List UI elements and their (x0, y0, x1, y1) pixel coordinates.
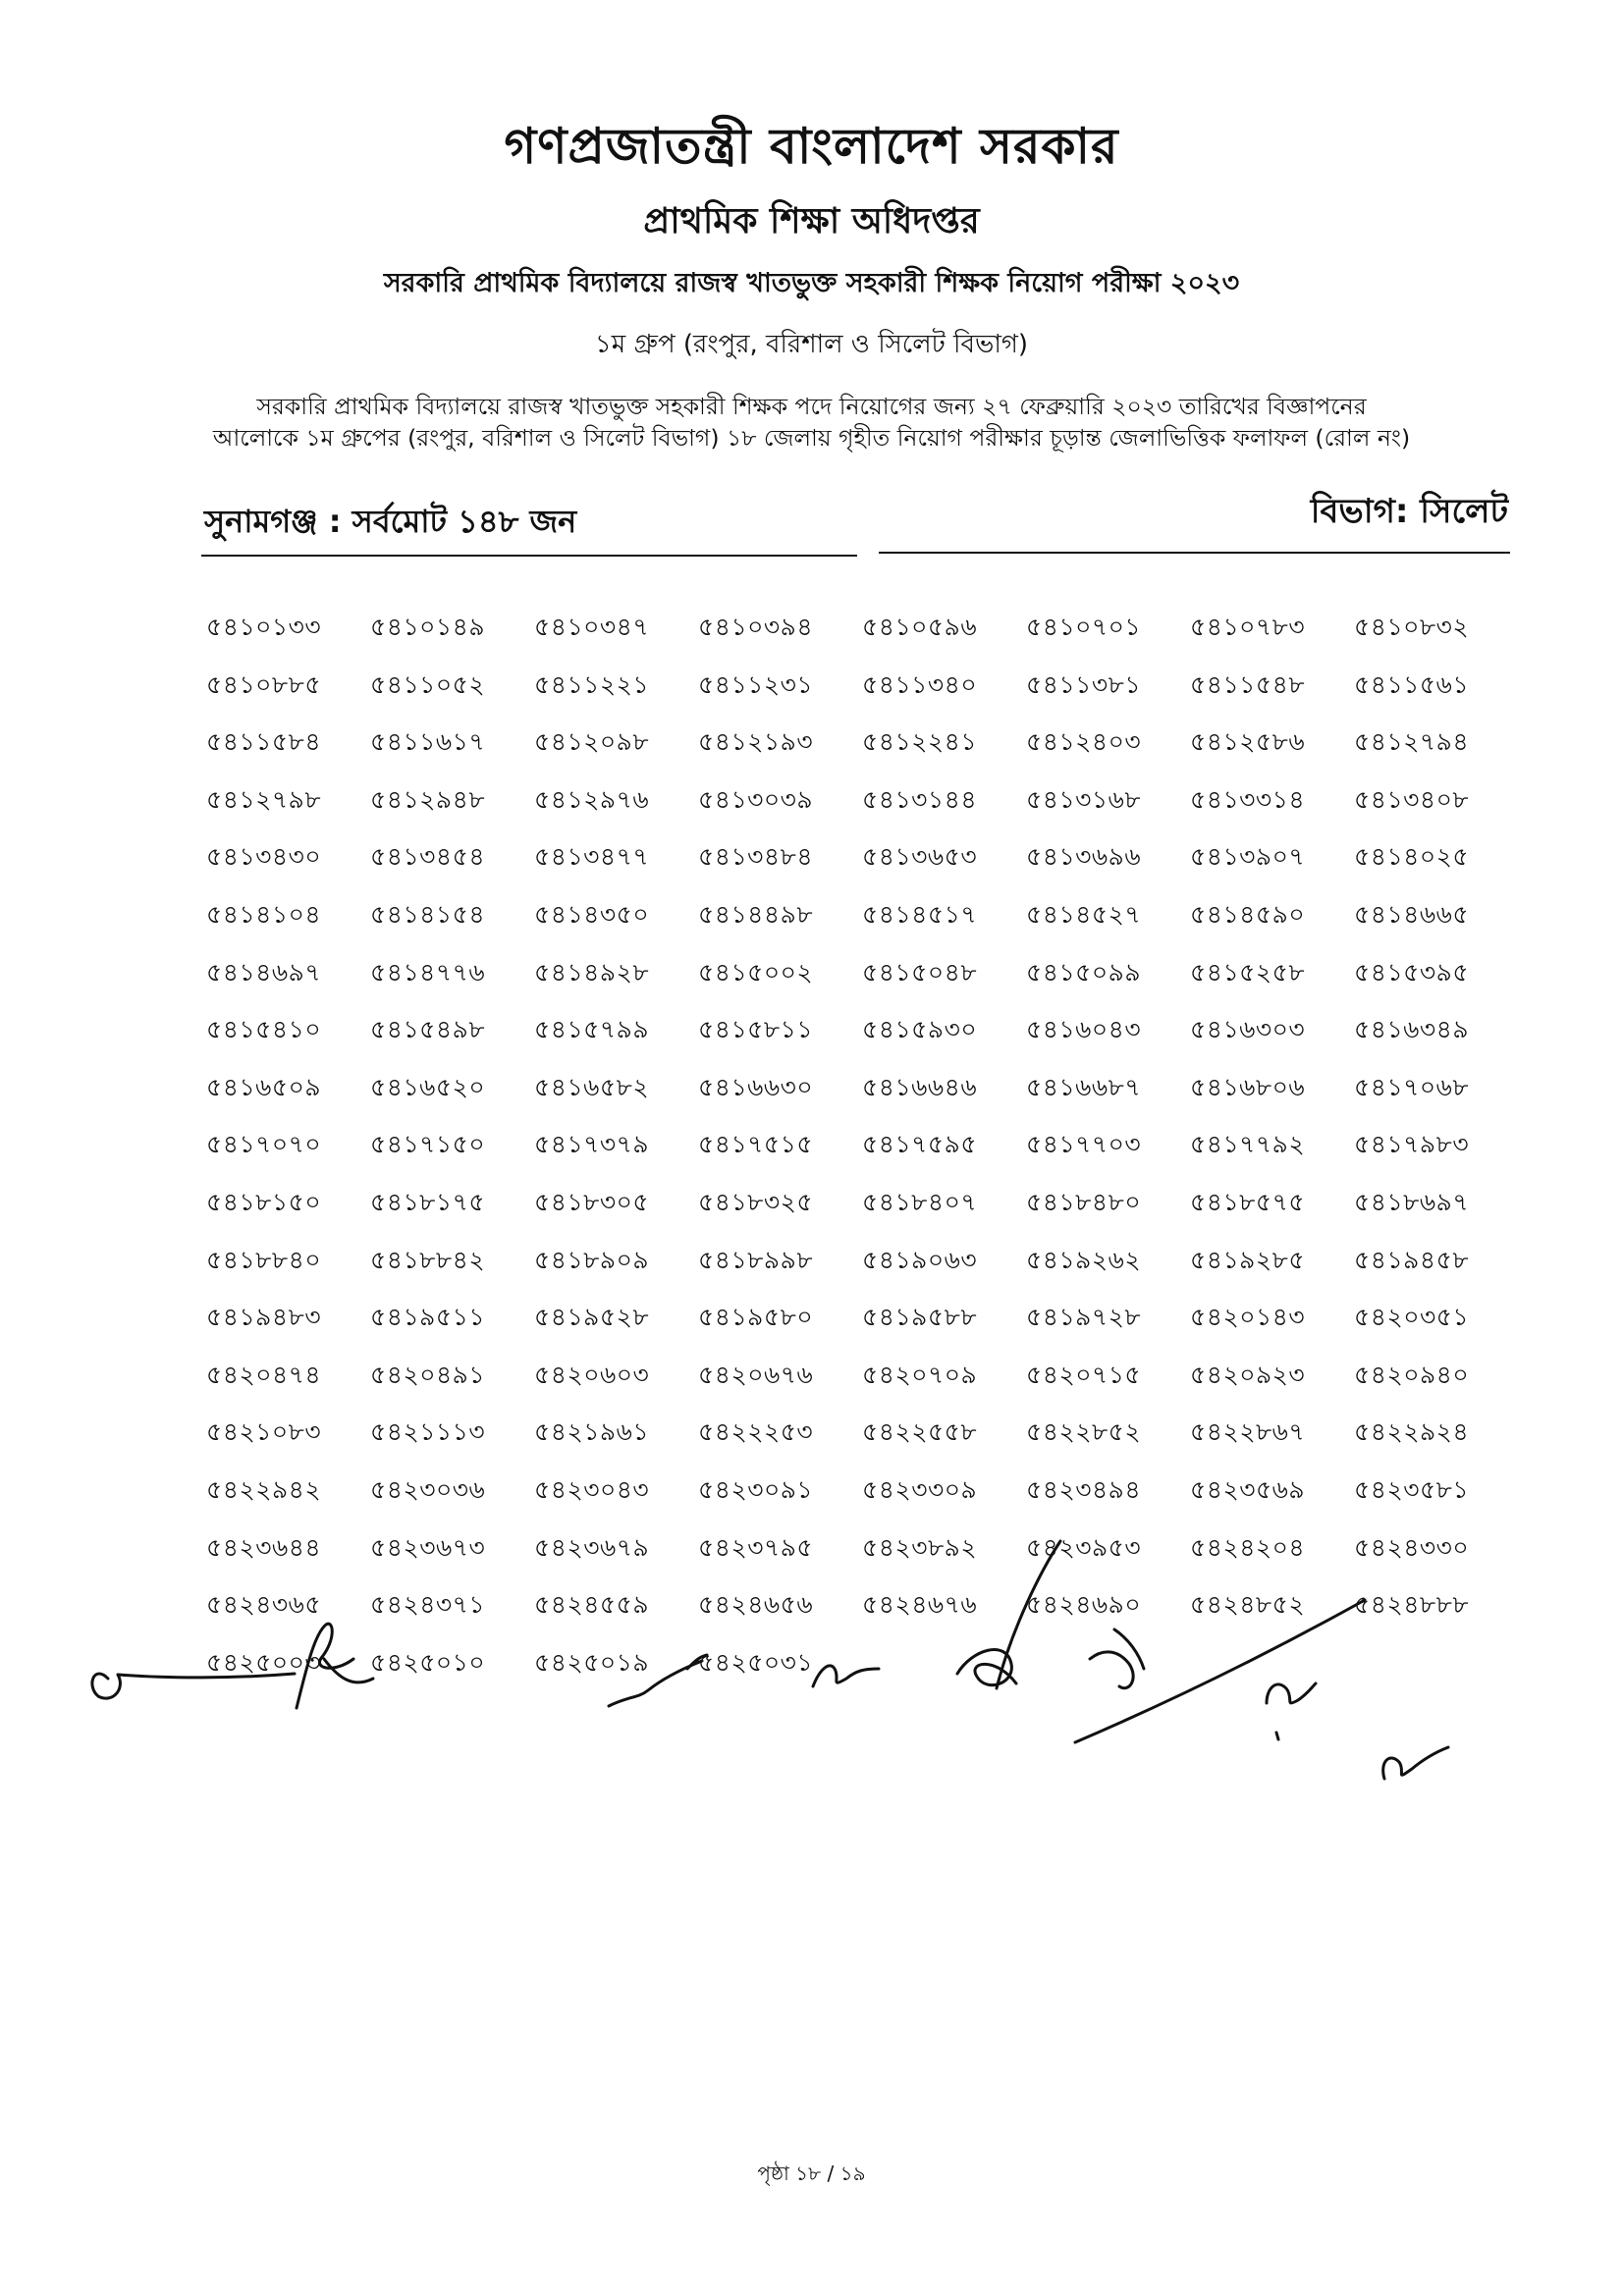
roll-number: ৫৪১৫৪৯৮ (370, 1015, 486, 1044)
roll-number: ৫৪১৬৩০৩ (1190, 1015, 1306, 1044)
signature-mark (1075, 1600, 1365, 1742)
roll-number: ৫৪১৫২৫৮ (1190, 957, 1306, 987)
roll-number: ৫৪১৫৮১১ (698, 1015, 814, 1044)
roll-number: ৫৪২৫০৩১ (698, 1647, 814, 1677)
roll-number: ৫৪১১৩৪০ (862, 669, 978, 699)
roll-number: ৫৪১৬৬৮৭ (1026, 1072, 1142, 1101)
roll-number: ৫৪১২৭৯৪ (1354, 727, 1470, 757)
roll-number: ৫৪১৮৫৭৫ (1190, 1187, 1306, 1216)
roll-number: ৫৪১৩৪৩০ (206, 842, 322, 872)
notice-line: সরকারি প্রাথমিক বিদ্যালয়ে রাজস্ব খাতভুক্ত সহকারী শিক্ষক পদে নিয়োগের জন্য ২৭ ফেব্রুয়ারি ২০২৩ তারিখের বিজ্ঞাপনের (256, 393, 1367, 420)
roll-number: ৫৪১৩০৩৯ (698, 784, 814, 814)
roll-number: ৫৪১০৮৩২ (1354, 613, 1470, 641)
roll-number: ৫৪১৩১৪৪ (862, 784, 978, 814)
division-heading: বিভাগ: সিলেট (1310, 492, 1508, 531)
roll-number: ৫৪২০৯৪০ (1354, 1360, 1470, 1389)
roll-number: ৫৪১৪১০৪ (206, 899, 322, 929)
roll-number: ৫৪১৮৯৯৮ (698, 1245, 814, 1274)
signatures (0, 1531, 1623, 1845)
roll-number: ৫৪১৫০৯৯ (1026, 957, 1142, 987)
roll-number: ৫৪২৩০৯১ (698, 1474, 814, 1504)
roll-number: ৫৪২০৩৫১ (1354, 1303, 1470, 1332)
roll-number: ৫৪২০৪৭৪ (206, 1360, 322, 1389)
roll-number: ৫৪২৪৩৭১ (370, 1590, 486, 1620)
roll-number: ৫৪১২০৯৮ (534, 727, 650, 757)
roll-number: ৫৪১২১৯৩ (698, 727, 814, 757)
government-title: গণপ্রজাতন্ত্রী বাংলাদেশ সরকার (504, 118, 1119, 175)
roll-number: ৫৪২৩৩০৯ (862, 1474, 978, 1504)
roll-number: ৫৪২৩৪৯৪ (1026, 1474, 1142, 1504)
roll-number: ৫৪২০৯২৩ (1190, 1360, 1306, 1389)
roll-number: ৫৪১৩৩১৪ (1190, 784, 1306, 814)
roll-number: ৫৪১৩৬৫৩ (862, 842, 978, 872)
roll-number: ৫৪১৯৫৮৮ (862, 1303, 978, 1332)
heading-underline (201, 555, 857, 557)
roll-number: ৫৪১১২২১ (534, 669, 650, 699)
group-title: ১ম গ্রুপ (রংপুর, বরিশাল ও সিলেট বিভাগ) (594, 330, 1029, 359)
roll-number: ৫৪১১৫৮৪ (206, 727, 322, 757)
notice-line: আলোকে ১ম গ্রুপের (রংপুর, বরিশাল ও সিলেট বিভাগ) ১৮ জেলায় গৃহীত নিয়োগ পরীক্ষার চূড়ান্ত জেলাভিত্তিক ফলাফল (রোল নং) (212, 424, 1411, 452)
roll-number: ৫৪১১৫৪৮ (1190, 669, 1306, 699)
roll-number: ৫৪২৪৮৮৮ (1354, 1590, 1470, 1620)
roll-number: ৫৪১০১৪৯ (370, 613, 486, 641)
roll-number: ৫৪২০৬০৩ (534, 1360, 650, 1389)
roll-number: ৫৪১৯৫২৮ (534, 1303, 650, 1332)
department-title: প্রাথমিক শিক্ষা অধিদপ্তর (643, 201, 980, 241)
roll-number: ৫৪১৭৩৭৯ (534, 1130, 650, 1159)
roll-number: ৫৪১৩৪৫৪ (370, 842, 486, 872)
roll-number: ৫৪১৯৭২৮ (1026, 1303, 1142, 1332)
roll-number: ৫৪২২৯৪২ (206, 1474, 322, 1504)
roll-number: ৫৪২৫০১০ (370, 1647, 486, 1677)
roll-number: ৫৪২০৬৭৬ (698, 1360, 814, 1389)
roll-number: ৫৪১২৫৮৬ (1190, 727, 1306, 757)
roll-number: ৫৪১২৯৪৮ (370, 784, 486, 814)
district-heading: সুনামগঞ্জ : সর্বমোট ১৪৮ জন (204, 503, 577, 540)
roll-number: ৫৪১৪৫৯০ (1190, 899, 1306, 929)
roll-number: ৫৪১৭১৫০ (370, 1130, 486, 1159)
roll-number: ৫৪১৪৬৯৭ (206, 957, 322, 987)
roll-number: ৫৪২৩৯৫৩ (1026, 1532, 1142, 1562)
roll-number: ৫৪১৯২৮৫ (1190, 1245, 1306, 1274)
roll-number: ৫৪১৬৬৩০ (698, 1072, 814, 1101)
roll-number: ৫৪১৪০২৫ (1354, 842, 1470, 872)
roll-number: ৫৪১৮৩২৫ (698, 1187, 814, 1216)
roll-number: ৫৪১৭৫৯৫ (862, 1130, 978, 1159)
roll-number: ৫৪১৮১৭৫ (370, 1187, 486, 1216)
roll-number: ৫৪১৪৯২৮ (534, 957, 650, 987)
roll-number: ৫৪১৮৮৪০ (206, 1245, 322, 1274)
roll-number: ৫৪১৩৬৯৬ (1026, 842, 1142, 872)
roll-number: ৫৪১০৭৮৩ (1190, 613, 1306, 641)
roll-number: ৫৪১৭৭৯২ (1190, 1130, 1306, 1159)
roll-number: ৫৪১৭৯৮৩ (1354, 1130, 1470, 1159)
roll-number: ৫৪১৮৪০৭ (862, 1187, 978, 1216)
roll-number: ৫৪১৯৫১১ (370, 1303, 486, 1332)
roll-number: ৫৪১১২৩১ (698, 669, 814, 699)
roll-number: ৫৪১৬৫২০ (370, 1072, 486, 1101)
signature-mark (1383, 1747, 1448, 1779)
roll-number: ৫৪১৯৪৮৩ (206, 1303, 322, 1332)
signature-mark (297, 1624, 373, 1708)
roll-number: ৫৪১৬৫৮২ (534, 1072, 650, 1101)
roll-number: ৫৪২৫০১৯ (534, 1647, 650, 1677)
roll-number: ৫৪১০৫৯৬ (862, 613, 978, 641)
roll-number: ৫৪১৭৭০৩ (1026, 1130, 1142, 1159)
roll-number: ৫৪১০৩৪৭ (534, 613, 650, 641)
exam-title: সরকারি প্রাথমিক বিদ্যালয়ে রাজস্ব খাতভুক্ত সহকারী শিক্ষক নিয়োগ পরীক্ষা ২০২৩ (383, 268, 1240, 298)
roll-number: ৫৪১১৫৬১ (1354, 669, 1470, 699)
roll-number: ৫৪১১৩৮১ (1026, 669, 1142, 699)
roll-number: ৫৪২৪৮৫২ (1190, 1590, 1306, 1620)
roll-number: ৫৪২৩৫৬৯ (1190, 1474, 1306, 1504)
roll-number: ৫৪২৪৬৯০ (1026, 1590, 1142, 1620)
page-number: পৃষ্ঠা ১৮ / ১৯ (757, 2162, 866, 2185)
roll-number: ৫৪২২৮৫২ (1026, 1417, 1142, 1447)
roll-number: ৫৪১২৯৭৬ (534, 784, 650, 814)
roll-number: ৫৪২৩৬৪৪ (206, 1532, 322, 1562)
heading-underline (879, 552, 1510, 554)
roll-number: ৫৪১৩৪০৮ (1354, 784, 1470, 814)
signature-mark (609, 1655, 707, 1706)
roll-number: ৫৪১৪৫২৭ (1026, 899, 1142, 929)
roll-number: ৫৪১৯২৬২ (1026, 1245, 1142, 1274)
roll-number: ৫৪২২৮৬৭ (1190, 1417, 1306, 1447)
roll-number: ৫৪১৬৩৪৯ (1354, 1015, 1470, 1044)
roll-number: ৫৪১৮৯০৯ (534, 1245, 650, 1274)
roll-number: ৫৪২১১১৩ (370, 1417, 486, 1447)
signature-mark (92, 1674, 295, 1698)
roll-number: ৫৪১২৪০৩ (1026, 727, 1142, 757)
roll-number: ৫৪১৬৬৪৬ (862, 1072, 978, 1101)
roll-number: ৫৪১৮১৫০ (206, 1187, 322, 1216)
roll-number: ৫৪১৩৯০৭ (1190, 842, 1306, 872)
roll-number: ৫৪১৫৩৯৫ (1354, 957, 1470, 987)
roll-number: ৫৪২৫০০৩ (206, 1647, 322, 1677)
roll-number: ৫৪২৪৫৫৯ (534, 1590, 650, 1620)
signature-mark (1090, 1629, 1144, 1688)
roll-number: ৫৪২৩০৪৩ (534, 1474, 650, 1504)
roll-number: ৫৪১২২৪১ (862, 727, 978, 757)
roll-number: ৫৪২৩৬৭৯ (534, 1532, 650, 1562)
roll-number: ৫৪১৪৬৬৫ (1354, 899, 1470, 929)
roll-number: ৫৪২১০৮৩ (206, 1417, 322, 1447)
roll-number: ৫৪২০১৪৩ (1190, 1303, 1306, 1332)
roll-number: ৫৪১০১৩৩ (206, 613, 322, 641)
roll-number: ৫৪১০৩৯৪ (698, 613, 814, 641)
roll-number: ৫৪১৫৯৩০ (862, 1015, 978, 1044)
roll-number: ৫৪২১৯৬১ (534, 1417, 650, 1447)
roll-number: ৫৪১৫০০২ (698, 957, 814, 987)
roll-number: ৫৪২০৭০৯ (862, 1360, 978, 1389)
roll-number: ৫৪২২২৫৩ (698, 1417, 814, 1447)
roll-number: ৫৪১৮৪৮০ (1026, 1187, 1142, 1216)
roll-number: ৫৪১০৭০১ (1026, 613, 1142, 641)
roll-number: ৫৪১৭৫১৫ (698, 1130, 814, 1159)
roll-number: ৫৪২৩৭৯৫ (698, 1532, 814, 1562)
roll-number: ৫৪১৩৪৮৪ (698, 842, 814, 872)
roll-number: ৫৪১৫৭৯৯ (534, 1015, 650, 1044)
roll-number: ৫৪২৪৩৬৫ (206, 1590, 322, 1620)
roll-number: ৫৪১১৬১৭ (370, 727, 486, 757)
roll-number: ৫৪২২৫৫৮ (862, 1417, 978, 1447)
roll-number: ৫৪২৩৮৯২ (862, 1532, 978, 1562)
roll-number: ৫৪১৪৪৯৮ (698, 899, 814, 929)
roll-number: ৫৪২০৪৯১ (370, 1360, 486, 1389)
roll-number: ৫৪২৪২০৪ (1190, 1532, 1306, 1562)
roll-number: ৫৪১৩১৬৮ (1026, 784, 1142, 814)
roll-number: ৫৪১৪৫১৭ (862, 899, 978, 929)
roll-number: ৫৪১৯০৬৩ (862, 1245, 978, 1274)
roll-number: ৫৪২৩০৩৬ (370, 1474, 486, 1504)
roll-number: ৫৪১৭০৬৮ (1354, 1072, 1470, 1101)
roll-number: ৫৪২৪৬৫৬ (698, 1590, 814, 1620)
roll-number: ৫৪১১০৫২ (370, 669, 486, 699)
roll-number-grid (206, 599, 1522, 1691)
roll-number: ৫৪১২৭৯৮ (206, 784, 322, 814)
roll-number: ৫৪১৩৪৭৭ (534, 842, 650, 872)
roll-number: ৫৪১৫০৪৮ (862, 957, 978, 987)
roll-number: ৫৪১৮৬৯৭ (1354, 1187, 1470, 1216)
signature-mark (957, 1541, 1060, 1688)
roll-number: ৫৪১৫৪১০ (206, 1015, 322, 1044)
roll-number: ৫৪২৩৬৭৩ (370, 1532, 486, 1562)
roll-number: ৫৪১৯৫৮০ (698, 1303, 814, 1332)
roll-number: ৫৪১৯৪৫৮ (1354, 1245, 1470, 1274)
roll-number: ৫৪১৬৫০৯ (206, 1072, 322, 1101)
roll-number: ৫৪১৪৭৭৬ (370, 957, 486, 987)
roll-number: ৫৪১৮৩০৫ (534, 1187, 650, 1216)
roll-number: ৫৪২০৭১৫ (1026, 1360, 1142, 1389)
roll-number: ৫৪২২৯২৪ (1354, 1417, 1470, 1447)
roll-number: ৫৪২৪৩৩০ (1354, 1532, 1470, 1562)
roll-number: ৫৪১৮৮৪২ (370, 1245, 486, 1274)
roll-number: ৫৪১৪৩৫০ (534, 899, 650, 929)
signature-mark (813, 1666, 879, 1686)
roll-number: ৫৪১৭০৭০ (206, 1130, 322, 1159)
roll-number: ৫৪১৪১৫৪ (370, 899, 486, 929)
roll-number: ৫৪১০৮৮৫ (206, 669, 322, 699)
roll-number: ৫৪২৪৬৭৬ (862, 1590, 978, 1620)
roll-number: ৫৪২৩৫৮১ (1354, 1474, 1470, 1504)
signature-mark (1267, 1683, 1316, 1739)
roll-number: ৫৪১৬০৪৩ (1026, 1015, 1142, 1044)
roll-number: ৫৪১৬৮০৬ (1190, 1072, 1306, 1101)
